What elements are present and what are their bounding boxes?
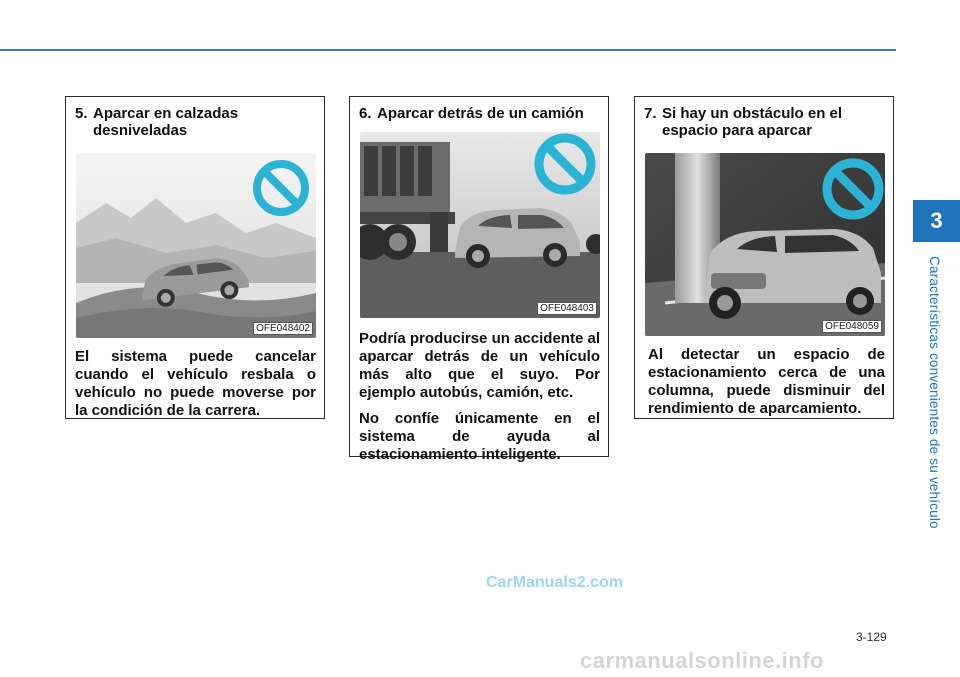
figure-obstacle (645, 153, 885, 336)
figure-uneven-road (76, 153, 316, 338)
panel-obstacle (634, 96, 894, 419)
panel-number: 5. (75, 105, 88, 122)
panel-body (644, 346, 885, 418)
chapter-title: Características convenientes de su vehículo (927, 256, 942, 529)
watermark-link[interactable]: CarManuals2.com (486, 574, 623, 591)
panel-title-text: Aparcar en calzadas desniveladas (93, 105, 239, 139)
figure-code: OFE048403 (537, 302, 597, 315)
panel-number: 7. (644, 105, 657, 122)
paragraph: No confíe únicamente en el sistema de ayuda al estacionamiento inteligente. (359, 410, 600, 463)
column-parking-illustration (645, 153, 885, 336)
panel-uneven-road (65, 96, 325, 419)
chapter-number: 3 (930, 208, 943, 233)
panel-title-text: Aparcar detrás de un camión (377, 105, 584, 122)
panel-body (75, 348, 316, 420)
truck-illustration (360, 132, 600, 318)
paragraph: El sistema puede cancelar cuando el vehículo resbala o vehículo no puede moverse por la condición de la carrera. (75, 348, 316, 419)
paragraph: Podría producirse un accidente al aparcar detrás de un vehículo más alto que el suyo. Por ejemplo autobús, camión, etc. (359, 330, 600, 401)
page-number: 3-129 (856, 630, 887, 644)
panel-title (75, 105, 316, 139)
panel-behind-truck (349, 96, 609, 463)
figure-behind-truck (360, 132, 600, 318)
uneven-road-illustration (76, 153, 316, 338)
figure-code: OFE048402 (253, 322, 313, 335)
header-rule (0, 49, 896, 51)
panel-body (359, 330, 600, 464)
panel-title (644, 105, 885, 139)
figure-code: OFE048059 (822, 320, 882, 333)
paragraph: Al detectar un espacio de estacionamiento cerca de una columna, puede disminuir del rendimiento de aparcamiento. (648, 346, 885, 417)
panel-number: 6. (359, 105, 372, 122)
panel-title-text: Si hay un obstáculo en el espacio para aparcar (662, 105, 843, 139)
bottom-watermark: carmanualsonline.info (580, 648, 824, 673)
chapter-tab[interactable] (913, 200, 960, 242)
panel-title (359, 105, 600, 122)
